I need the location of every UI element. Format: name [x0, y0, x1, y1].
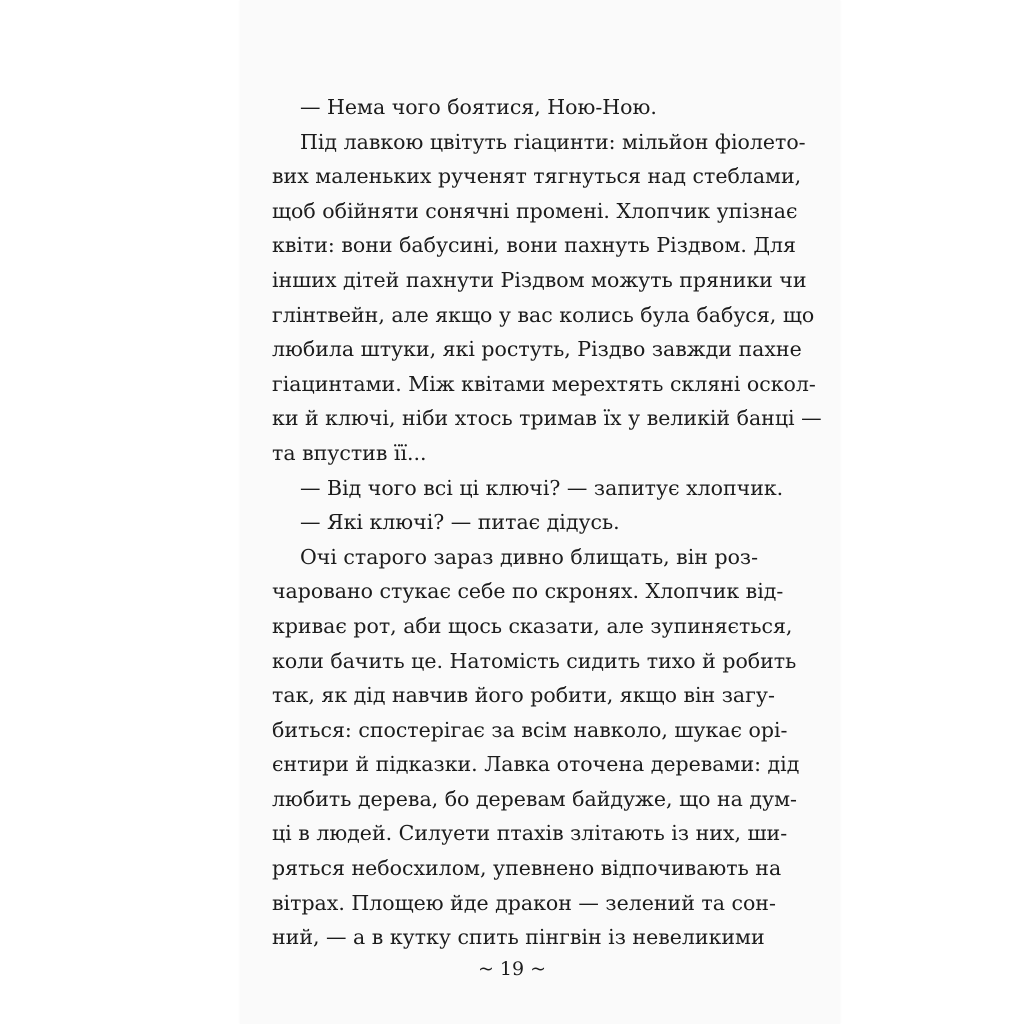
- text-line: — Від чого всі ці ключі? — запитує хлопчик.: [300, 475, 784, 500]
- text-line: вих маленьких рученят тягнуться над стеблами,: [272, 164, 802, 189]
- text-line: ряться небосхилом, упевнено відпочивають на: [272, 856, 782, 881]
- text-line: інших дітей пахнути Різдвом можуть пряники чи: [272, 267, 807, 292]
- text-line: любила штуки, які ростуть, Різдво завжди пахне: [272, 337, 802, 362]
- text-line: Під лавкою цвітуть гіацинти: мільйон фіолето-: [300, 129, 806, 154]
- text-line: єнтири й підказки. Лавка оточена деревами: дід: [272, 752, 800, 777]
- text-line: вітрах. Площею йде дракон — зелений та сон-: [272, 890, 776, 915]
- text-line: та впустив її...: [272, 440, 427, 465]
- text-line: чаровано стукає себе по скронях. Хлопчик від-: [272, 579, 784, 604]
- text-line: ки й ключі, ніби хтось тримав їх у великій банці —: [272, 406, 822, 431]
- text-line: — Які ключі? — питає дідусь.: [300, 510, 620, 535]
- text-line: квіти: вони бабусині, вони пахнуть Різдвом. Для: [272, 233, 796, 258]
- text-line: гіацинтами. Між квітами мерехтять скляні оскол-: [272, 371, 816, 396]
- text-line: любить дерева, бо деревам байдуже, що на дум-: [272, 786, 797, 811]
- page-number: ~ 19 ~: [477, 958, 547, 980]
- text-line: ний, — а в кутку спить пінгвін із невеликими: [272, 925, 765, 950]
- text-line: биться: спостерігає за всім навколо, шукає орі-: [272, 717, 788, 742]
- text-line: — Нема чого боятися, Ною-Ною.: [300, 95, 657, 119]
- text-line: ці в людей. Силуети птахів злітають із них, ши-: [272, 821, 788, 846]
- text-line: Очі старого зараз дивно блищать, він роз-: [300, 544, 759, 569]
- text-line: глінтвейн, але якщо у вас колись була бабуся, що: [272, 302, 815, 327]
- text-line: коли бачить це. Натомість сидить тихо й робить: [272, 648, 797, 673]
- text-line: щоб обійняти сонячні промені. Хлопчик упізнає: [272, 198, 798, 223]
- text-line: так, як дід навчив його робити, якщо він загу-: [272, 683, 775, 708]
- body-text: [272, 90, 822, 955]
- text-line: криває рот, аби щось сказати, але зупиняється,: [272, 613, 793, 638]
